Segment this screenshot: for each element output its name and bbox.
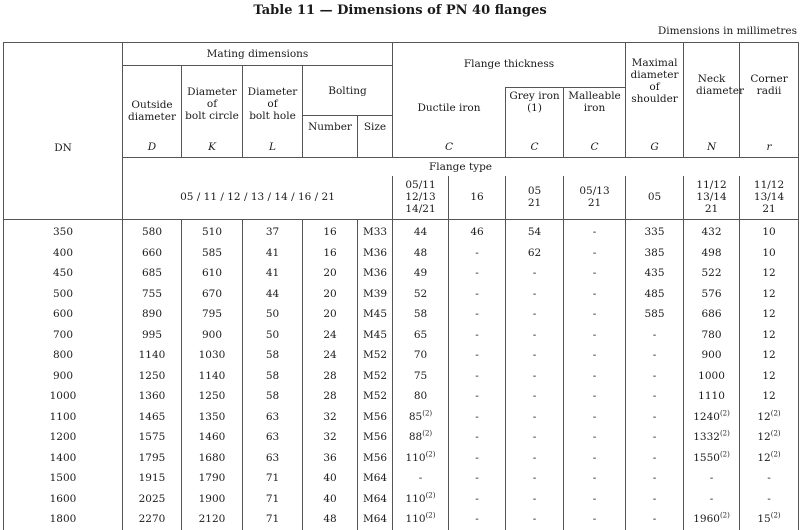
bolting-header: Bolting [303, 66, 393, 116]
cell-dn: 500 [4, 284, 123, 305]
cell-num: 24 [303, 325, 358, 346]
cell-r: 15$^{(2)}$ [740, 509, 799, 530]
cell-dn: 450 [4, 263, 123, 284]
cell-num: 28 [303, 386, 358, 407]
cell-c-grey: - [506, 366, 564, 387]
cell-dn: 400 [4, 243, 123, 264]
cell-c-grey: - [506, 468, 564, 489]
cell-size: M52 [358, 386, 393, 407]
cell-G: - [626, 448, 684, 469]
cell-L: 71 [243, 509, 303, 530]
cell-dn: 1400 [4, 448, 123, 469]
cell-D: 1575 [123, 427, 182, 448]
cell-r: 12$^{(2)}$ [740, 448, 799, 469]
cell-c-grey: - [506, 407, 564, 428]
size-header: Size [358, 116, 393, 138]
cell-D: 890 [123, 304, 182, 325]
cell-r: 12 [740, 325, 799, 346]
cell-D: 1795 [123, 448, 182, 469]
cell-num: 40 [303, 489, 358, 510]
mating-dimensions-header: Mating dimensions [123, 43, 393, 66]
cell-r: 12 [740, 304, 799, 325]
cell-num: 40 [303, 468, 358, 489]
grey-iron-header: Grey iron (1) [506, 88, 564, 116]
symbol-n: N [684, 138, 740, 158]
cell-D: 685 [123, 263, 182, 284]
cell-c-grey: - [506, 386, 564, 407]
symbol-c-grey: C [506, 138, 564, 158]
cell-size: M64 [358, 489, 393, 510]
cell-L: 63 [243, 448, 303, 469]
footnote-ref: (2) [719, 511, 730, 520]
type-corner: 11/12 13/14 21 [740, 176, 799, 220]
symbol-g: G [626, 138, 684, 158]
symbol-l: L [243, 138, 303, 158]
cell-c-mal: - [564, 407, 626, 428]
cell-c-mal: - [564, 325, 626, 346]
neck-diameter-header: Neck diameter [684, 43, 740, 116]
cell-c-mal: - [564, 386, 626, 407]
flange-thickness-header: Flange thickness [393, 43, 626, 88]
cell-D: 995 [123, 325, 182, 346]
cell-dn: 1000 [4, 386, 123, 407]
table-row [4, 366, 799, 387]
cell-N: 1000 [684, 366, 740, 387]
cell-num: 32 [303, 407, 358, 428]
table-row [4, 386, 799, 407]
cell-size: M36 [358, 263, 393, 284]
cell-L: 41 [243, 263, 303, 284]
cell-size: M52 [358, 366, 393, 387]
cell-G: - [626, 366, 684, 387]
cell-D: 2270 [123, 509, 182, 530]
cell-D: 1915 [123, 468, 182, 489]
cell-c-mal: - [564, 263, 626, 284]
cell-K: 1680 [182, 448, 243, 469]
cell-L: 58 [243, 386, 303, 407]
cell-D: 1140 [123, 345, 182, 366]
cell-c-grey: - [506, 509, 564, 530]
cell-c-mal: - [564, 366, 626, 387]
cell-num: 20 [303, 284, 358, 305]
cell-r: 12 [740, 386, 799, 407]
cell-size: M56 [358, 407, 393, 428]
cell-c-mal: - [564, 220, 626, 243]
cell-dn: 1800 [4, 509, 123, 530]
cell-N: 522 [684, 263, 740, 284]
cell-c-mal: - [564, 243, 626, 264]
table-row [4, 345, 799, 366]
cell-N: - [684, 489, 740, 510]
cell-c-db: - [449, 427, 506, 448]
cell-r: 10 [740, 243, 799, 264]
cell-c-grey: - [506, 263, 564, 284]
footnote-ref: (2) [719, 409, 730, 418]
cell-L: 71 [243, 468, 303, 489]
cell-dn: 700 [4, 325, 123, 346]
cell-K: 1900 [182, 489, 243, 510]
cell-K: 900 [182, 325, 243, 346]
cell-L: 58 [243, 366, 303, 387]
cell-G: 385 [626, 243, 684, 264]
cell-dn: 1500 [4, 468, 123, 489]
cell-N: 1960$^{(2)}$ [684, 509, 740, 530]
footnote-ref: (2) [719, 450, 730, 459]
units-note: Dimensions in millimetres [657, 25, 797, 37]
outside-diameter-header: Outside diameter [123, 66, 182, 138]
cell-c-mal: - [564, 509, 626, 530]
table-row [4, 304, 799, 325]
table-row [4, 263, 799, 284]
cell-K: 585 [182, 243, 243, 264]
cell-num: 48 [303, 509, 358, 530]
cell-L: 41 [243, 243, 303, 264]
malleable-iron-header: Malleable iron [564, 88, 626, 116]
cell-K: 1790 [182, 468, 243, 489]
cell-c-grey: - [506, 304, 564, 325]
cell-r: 10 [740, 220, 799, 243]
cell-K: 1350 [182, 407, 243, 428]
cell-num: 28 [303, 366, 358, 387]
corner-radii-header: Corner radii [740, 43, 799, 116]
footnote-ref: (2) [422, 409, 433, 418]
bolt-circle-header: Diameter of bolt circle [182, 66, 243, 138]
cell-N: 498 [684, 243, 740, 264]
cell-c-db: - [449, 284, 506, 305]
cell-c-da: 80 [393, 386, 449, 407]
cell-D: 755 [123, 284, 182, 305]
cell-dn: 350 [4, 220, 123, 243]
cell-c-db: - [449, 509, 506, 530]
footnote-ref: (2) [425, 450, 436, 459]
cell-size: M39 [358, 284, 393, 305]
table-row [4, 489, 799, 510]
cell-K: 1030 [182, 345, 243, 366]
cell-K: 795 [182, 304, 243, 325]
cell-L: 63 [243, 407, 303, 428]
cell-D: 1360 [123, 386, 182, 407]
cell-r: 12$^{(2)}$ [740, 407, 799, 428]
cell-G: 485 [626, 284, 684, 305]
cell-c-db: - [449, 304, 506, 325]
cell-c-db: - [449, 345, 506, 366]
cell-num: 16 [303, 220, 358, 243]
cell-L: 58 [243, 345, 303, 366]
dn-header: DN [4, 43, 123, 158]
symbol-c-ductile: C [393, 138, 506, 158]
cell-c-da: 49 [393, 263, 449, 284]
cell-K: 510 [182, 220, 243, 243]
type-malleable: 05/13 21 [564, 176, 626, 220]
cell-r: - [740, 468, 799, 489]
table-row [4, 407, 799, 428]
cell-L: 71 [243, 489, 303, 510]
pn40-flange-table [3, 42, 799, 530]
type-shoulder: 05 [626, 176, 684, 220]
footnote-ref: (2) [719, 429, 730, 438]
cell-size: M64 [358, 509, 393, 530]
cell-size: M45 [358, 304, 393, 325]
cell-c-grey: 62 [506, 243, 564, 264]
cell-dn: 800 [4, 345, 123, 366]
cell-c-mal: - [564, 345, 626, 366]
max-shoulder-header: Maximal diameter of shoulder [626, 43, 684, 116]
cell-c-grey: - [506, 489, 564, 510]
cell-L: 63 [243, 427, 303, 448]
cell-N: 686 [684, 304, 740, 325]
table-body [4, 220, 799, 530]
cell-c-da: 110$^{(2)}$ [393, 448, 449, 469]
cell-c-db: - [449, 448, 506, 469]
cell-size: M56 [358, 427, 393, 448]
cell-N: 576 [684, 284, 740, 305]
type-neck: 11/12 13/14 21 [684, 176, 740, 220]
cell-N: 900 [684, 345, 740, 366]
cell-r: 12 [740, 263, 799, 284]
cell-G: - [626, 386, 684, 407]
cell-G: - [626, 427, 684, 448]
cell-D: 1250 [123, 366, 182, 387]
table-title: Table 11 — Dimensions of PN 40 flanges [253, 3, 547, 18]
cell-c-grey: - [506, 345, 564, 366]
table-header [4, 43, 799, 220]
cell-c-grey: - [506, 325, 564, 346]
cell-D: 2025 [123, 489, 182, 510]
cell-N: 780 [684, 325, 740, 346]
type-grey: 05 21 [506, 176, 564, 220]
cell-c-db: - [449, 366, 506, 387]
cell-dn: 600 [4, 304, 123, 325]
cell-size: M33 [358, 220, 393, 243]
cell-L: 44 [243, 284, 303, 305]
footnote-ref: (2) [425, 511, 436, 520]
cell-N: - [684, 468, 740, 489]
cell-r: 12 [740, 345, 799, 366]
cell-r: 12 [740, 366, 799, 387]
cell-c-mal: - [564, 427, 626, 448]
cell-c-da: 48 [393, 243, 449, 264]
cell-L: 50 [243, 325, 303, 346]
cell-c-mal: - [564, 284, 626, 305]
cell-r: 12 [740, 284, 799, 305]
cell-c-da: 88$^{(2)}$ [393, 427, 449, 448]
cell-c-db: - [449, 325, 506, 346]
cell-c-grey: 54 [506, 220, 564, 243]
table-row [4, 509, 799, 530]
cell-c-mal: - [564, 448, 626, 469]
cell-N: 1550$^{(2)}$ [684, 448, 740, 469]
types-mating: 05 / 11 / 12 / 13 / 14 / 16 / 21 [123, 176, 393, 220]
footnote-ref: (2) [770, 409, 781, 418]
cell-c-da: 44 [393, 220, 449, 243]
cell-N: 1332$^{(2)}$ [684, 427, 740, 448]
cell-c-db: - [449, 407, 506, 428]
cell-N: 432 [684, 220, 740, 243]
cell-c-db: - [449, 243, 506, 264]
cell-G: - [626, 325, 684, 346]
cell-c-mal: - [564, 489, 626, 510]
cell-dn: 900 [4, 366, 123, 387]
cell-dn: 1200 [4, 427, 123, 448]
number-header: Number [303, 116, 358, 138]
cell-K: 1140 [182, 366, 243, 387]
footnote-ref: (2) [425, 491, 436, 500]
cell-c-grey: - [506, 427, 564, 448]
symbol-d: D [123, 138, 182, 158]
cell-c-da: 85$^{(2)}$ [393, 407, 449, 428]
cell-L: 50 [243, 304, 303, 325]
table-row [4, 325, 799, 346]
cell-c-mal: - [564, 468, 626, 489]
bolt-hole-header: Diameter of bolt hole [243, 66, 303, 138]
cell-L: 37 [243, 220, 303, 243]
cell-c-da: 110$^{(2)}$ [393, 489, 449, 510]
symbol-c-malleable: C [564, 138, 626, 158]
cell-c-da: 75 [393, 366, 449, 387]
cell-K: 1460 [182, 427, 243, 448]
cell-r: - [740, 489, 799, 510]
cell-D: 580 [123, 220, 182, 243]
cell-num: 24 [303, 345, 358, 366]
cell-N: 1240$^{(2)}$ [684, 407, 740, 428]
type-ductile-b: 16 [449, 176, 506, 220]
cell-c-da: 65 [393, 325, 449, 346]
cell-c-grey: - [506, 284, 564, 305]
footnote-ref: (2) [422, 429, 433, 438]
cell-G: 435 [626, 263, 684, 284]
cell-K: 610 [182, 263, 243, 284]
symbol-r: r [740, 138, 799, 158]
cell-c-db: - [449, 489, 506, 510]
cell-c-db: - [449, 468, 506, 489]
cell-G: - [626, 509, 684, 530]
cell-size: M52 [358, 345, 393, 366]
table-row [4, 427, 799, 448]
flange-type-header: Flange type [123, 158, 799, 176]
table-row [4, 284, 799, 305]
footnote-ref: (2) [770, 429, 781, 438]
cell-r: 12$^{(2)}$ [740, 427, 799, 448]
cell-N: 1110 [684, 386, 740, 407]
cell-c-grey: - [506, 448, 564, 469]
cell-G: 335 [626, 220, 684, 243]
cell-G: - [626, 468, 684, 489]
cell-c-da: - [393, 468, 449, 489]
table-row [4, 448, 799, 469]
cell-K: 2120 [182, 509, 243, 530]
cell-size: M36 [358, 243, 393, 264]
cell-num: 16 [303, 243, 358, 264]
cell-c-mal: - [564, 304, 626, 325]
footnote-ref: (2) [770, 450, 781, 459]
cell-K: 670 [182, 284, 243, 305]
cell-K: 1250 [182, 386, 243, 407]
ductile-iron-header: Ductile iron [393, 88, 506, 116]
cell-dn: 1100 [4, 407, 123, 428]
cell-num: 36 [303, 448, 358, 469]
cell-D: 1465 [123, 407, 182, 428]
cell-num: 32 [303, 427, 358, 448]
cell-c-db: - [449, 263, 506, 284]
cell-G: 585 [626, 304, 684, 325]
cell-num: 20 [303, 263, 358, 284]
cell-G: - [626, 489, 684, 510]
cell-G: - [626, 345, 684, 366]
cell-size: M45 [358, 325, 393, 346]
cell-num: 20 [303, 304, 358, 325]
cell-D: 660 [123, 243, 182, 264]
cell-size: M56 [358, 448, 393, 469]
table-row [4, 468, 799, 489]
cell-dn: 1600 [4, 489, 123, 510]
cell-c-da: 58 [393, 304, 449, 325]
table-row [4, 243, 799, 264]
type-ductile-a: 05/11 12/13 14/21 [393, 176, 449, 220]
cell-c-db: 46 [449, 220, 506, 243]
cell-G: - [626, 407, 684, 428]
cell-c-db: - [449, 386, 506, 407]
cell-c-da: 52 [393, 284, 449, 305]
cell-c-da: 110$^{(2)}$ [393, 509, 449, 530]
table-row [4, 220, 799, 243]
footnote-ref: (2) [770, 511, 781, 520]
cell-size: M64 [358, 468, 393, 489]
symbol-k: K [182, 138, 243, 158]
cell-c-da: 70 [393, 345, 449, 366]
